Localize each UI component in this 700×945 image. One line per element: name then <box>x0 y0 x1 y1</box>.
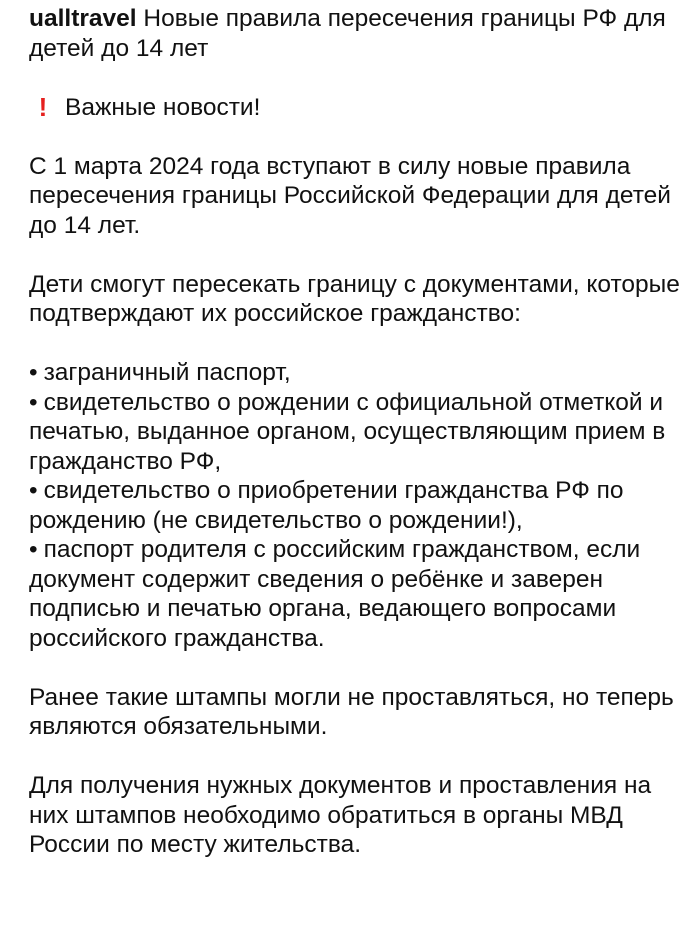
list-item-text: заграничный паспорт, <box>43 359 291 386</box>
spacer <box>29 329 689 359</box>
bullet-icon: • <box>29 536 38 563</box>
closing-paragraph: Для получения нужных документов и проставления на них штампов необходимо обратиться в органы МВД России по месту жительства. <box>29 772 652 858</box>
spacer <box>29 742 689 772</box>
alert-line <box>29 93 689 123</box>
spacer <box>29 122 689 152</box>
lead-paragraph: Дети смогут пересекать границу с документами, которые подтверждают их российское гражданство: <box>29 270 680 327</box>
bullet-icon: • <box>29 359 38 386</box>
exclamation-icon: ! <box>38 91 48 122</box>
caption-header <box>29 4 689 63</box>
documents-list <box>29 358 689 653</box>
list-item-text: свидетельство о приобретении гражданства РФ по рождению (не свидетельство о рождении!), <box>29 477 624 534</box>
list-item <box>29 388 689 477</box>
username-link[interactable]: ualltravel <box>29 5 137 32</box>
list-item-text: паспорт родителя с российским гражданством, если документ содержит сведения о ребёнке и заверен подписью и печатью органа, ведающего вопросами российского гражданства. <box>29 536 641 652</box>
list-item-text: свидетельство о рождении с официальной отметкой и печатью, выданное органом, осуществляющим прием в гражданство РФ, <box>29 388 666 475</box>
spacer <box>29 240 689 270</box>
list-item <box>29 535 689 653</box>
spacer <box>29 653 689 683</box>
post-caption <box>29 4 689 860</box>
list-item <box>29 476 689 535</box>
spacer <box>29 63 689 93</box>
bullet-icon: • <box>29 477 38 504</box>
note-paragraph: Ранее такие штампы могли не проставляться, но теперь являются обязательными. <box>29 683 674 740</box>
bullet-icon: • <box>29 388 38 416</box>
list-item <box>29 358 689 388</box>
alert-text: Важные новости! <box>65 93 261 121</box>
intro-paragraph: С 1 марта 2024 года вступают в силу новые правила пересечения границы Российской Федерации для детей до 14 лет. <box>29 152 671 239</box>
post-title: Новые правила пересечения границы РФ для детей до 14 лет <box>29 5 666 62</box>
